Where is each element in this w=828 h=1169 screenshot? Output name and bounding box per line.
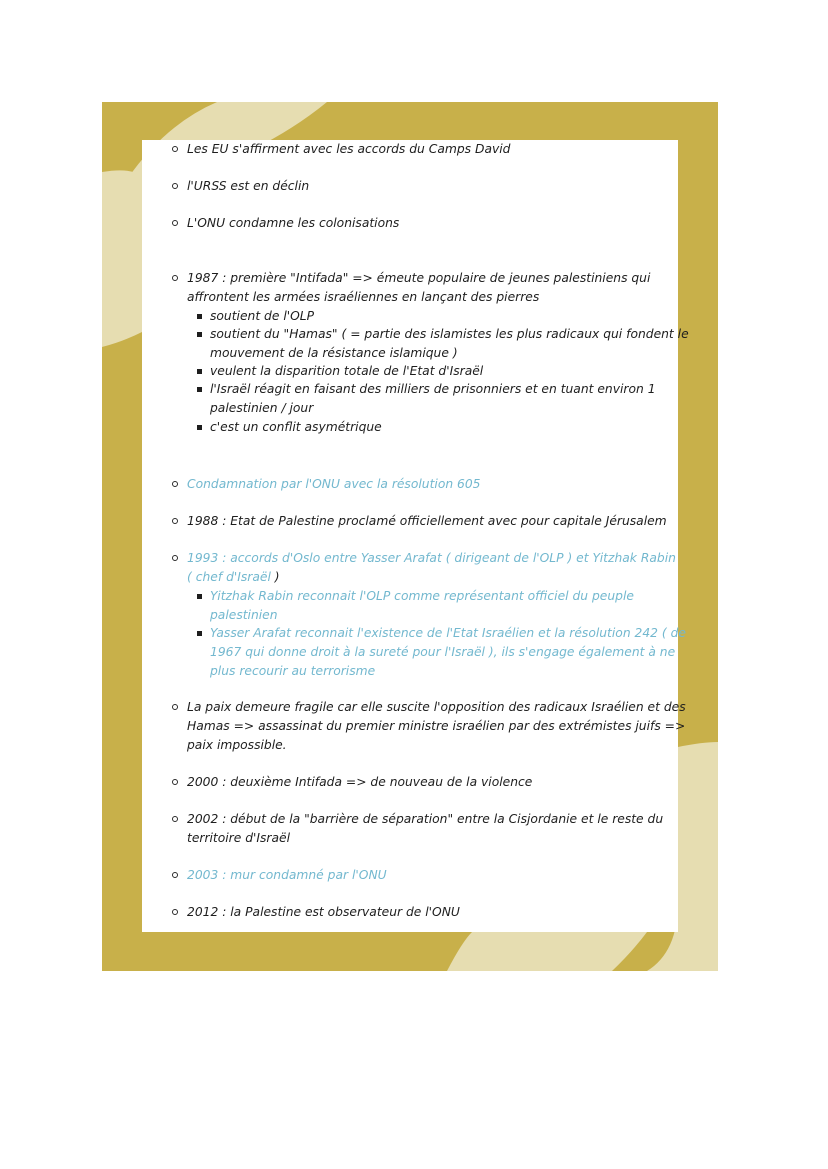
- list-item-1993-line1: 1993 : accords d'Oslo entre Yasser Arafat ( dirigeant de l'OLP ) et Yitzhak Rabin: [187, 551, 676, 565]
- list-bullet-circle: [172, 872, 178, 878]
- list-bullet-square: [197, 314, 202, 319]
- list-bullet-square: [197, 425, 202, 430]
- list-bullet-square: [197, 631, 202, 636]
- list-bullet-square: [197, 332, 202, 337]
- list-bullet-square: [197, 369, 202, 374]
- list-item-1988: 1988 : Etat de Palestine proclamé officiellement avec pour capitale Jérusalem: [187, 514, 667, 528]
- list-bullet-circle: [172, 183, 178, 189]
- sub-item-rabin-line2: palestinien: [210, 608, 278, 622]
- sub-item-hamas-line2: mouvement de la résistance islamique ): [210, 346, 458, 360]
- list-bullet-circle: [172, 779, 178, 785]
- list-item-1993-line2: [187, 568, 280, 587]
- sub-item-olp: soutient de l'OLP: [210, 309, 315, 323]
- list-item-onu-colonisations: L'ONU condamne les colonisations: [187, 216, 400, 230]
- list-bullet-circle: [172, 275, 178, 281]
- list-item-1987-line2: affrontent les armées israéliennes en lançant des pierres: [187, 290, 540, 304]
- list-bullet-circle: [172, 220, 178, 226]
- list-item-2003: 2003 : mur condamné par l'ONU: [187, 868, 387, 882]
- list-item-urss: l'URSS est en déclin: [187, 179, 310, 193]
- sub-item-israel-reagit-line1: l'Israël réagit en faisant des milliers de prisonniers et en tuant environ 1: [210, 382, 656, 396]
- list-bullet-circle: [172, 481, 178, 487]
- list-item-2000: 2000 : deuxième Intifada => de nouveau de la violence: [187, 775, 533, 789]
- bottom-blob: [447, 932, 647, 971]
- list-bullet-circle: [172, 518, 178, 524]
- list-item-2002-line2: territoire d'Israël: [187, 831, 290, 845]
- list-bullet-circle: [172, 909, 178, 915]
- list-item-1993-line2-highlight: ( chef d'Israël: [187, 570, 271, 584]
- list-item-paix-line2: Hamas => assassinat du premier ministre israélien par des extrémistes juifs =>: [187, 719, 686, 733]
- sub-item-arafat-line3: plus recourir au terrorisme: [210, 664, 376, 678]
- list-bullet-circle: [172, 555, 178, 561]
- list-item-2002-line1: 2002 : début de la "barrière de séparation" entre la Cisjordanie et le reste du: [187, 812, 664, 826]
- sub-item-arafat-line2: 1967 qui donne droit à la sureté pour l'Israël ), ils s'engage également à ne: [210, 645, 676, 659]
- list-bullet-square: [197, 594, 202, 599]
- list-item-eu-camp-david: Les EU s'affirment avec les accords du Camps David: [187, 142, 511, 156]
- sub-item-rabin-line1: Yitzhak Rabin reconnait l'OLP comme représentant officiel du peuple: [210, 589, 634, 603]
- sub-item-arafat-line1: Yasser Arafat reconnait l'existence de l'Etat Israélien et la résolution 242 ( de: [210, 626, 686, 640]
- list-bullet-circle: [172, 146, 178, 152]
- list-item-1993-line2-close: ): [270, 570, 280, 584]
- sub-item-disparition: veulent la disparition totale de l'Etat d'Israël: [210, 364, 484, 378]
- list-item-paix-line1: La paix demeure fragile car elle suscite l'opposition des radicaux Israélien et des: [187, 700, 686, 714]
- sub-item-asymetrique: c'est un conflit asymétrique: [210, 420, 382, 434]
- list-bullet-square: [197, 387, 202, 392]
- left-blob: [102, 170, 147, 347]
- list-item-resolution-605: Condamnation par l'ONU avec la résolution 605: [187, 477, 481, 491]
- list-item-1987-line1: 1987 : première "Intifada" => émeute populaire de jeunes palestiniens qui: [187, 271, 651, 285]
- list-item-2012: 2012 : la Palestine est observateur de l'ONU: [187, 905, 460, 919]
- list-bullet-circle: [172, 704, 178, 710]
- list-item-paix-line3: paix impossible.: [187, 738, 287, 752]
- sub-item-israel-reagit-line2: palestinien / jour: [210, 401, 314, 415]
- list-bullet-circle: [172, 816, 178, 822]
- sub-item-hamas-line1: soutient du "Hamas" ( = partie des islamistes les plus radicaux qui fondent le: [210, 327, 689, 341]
